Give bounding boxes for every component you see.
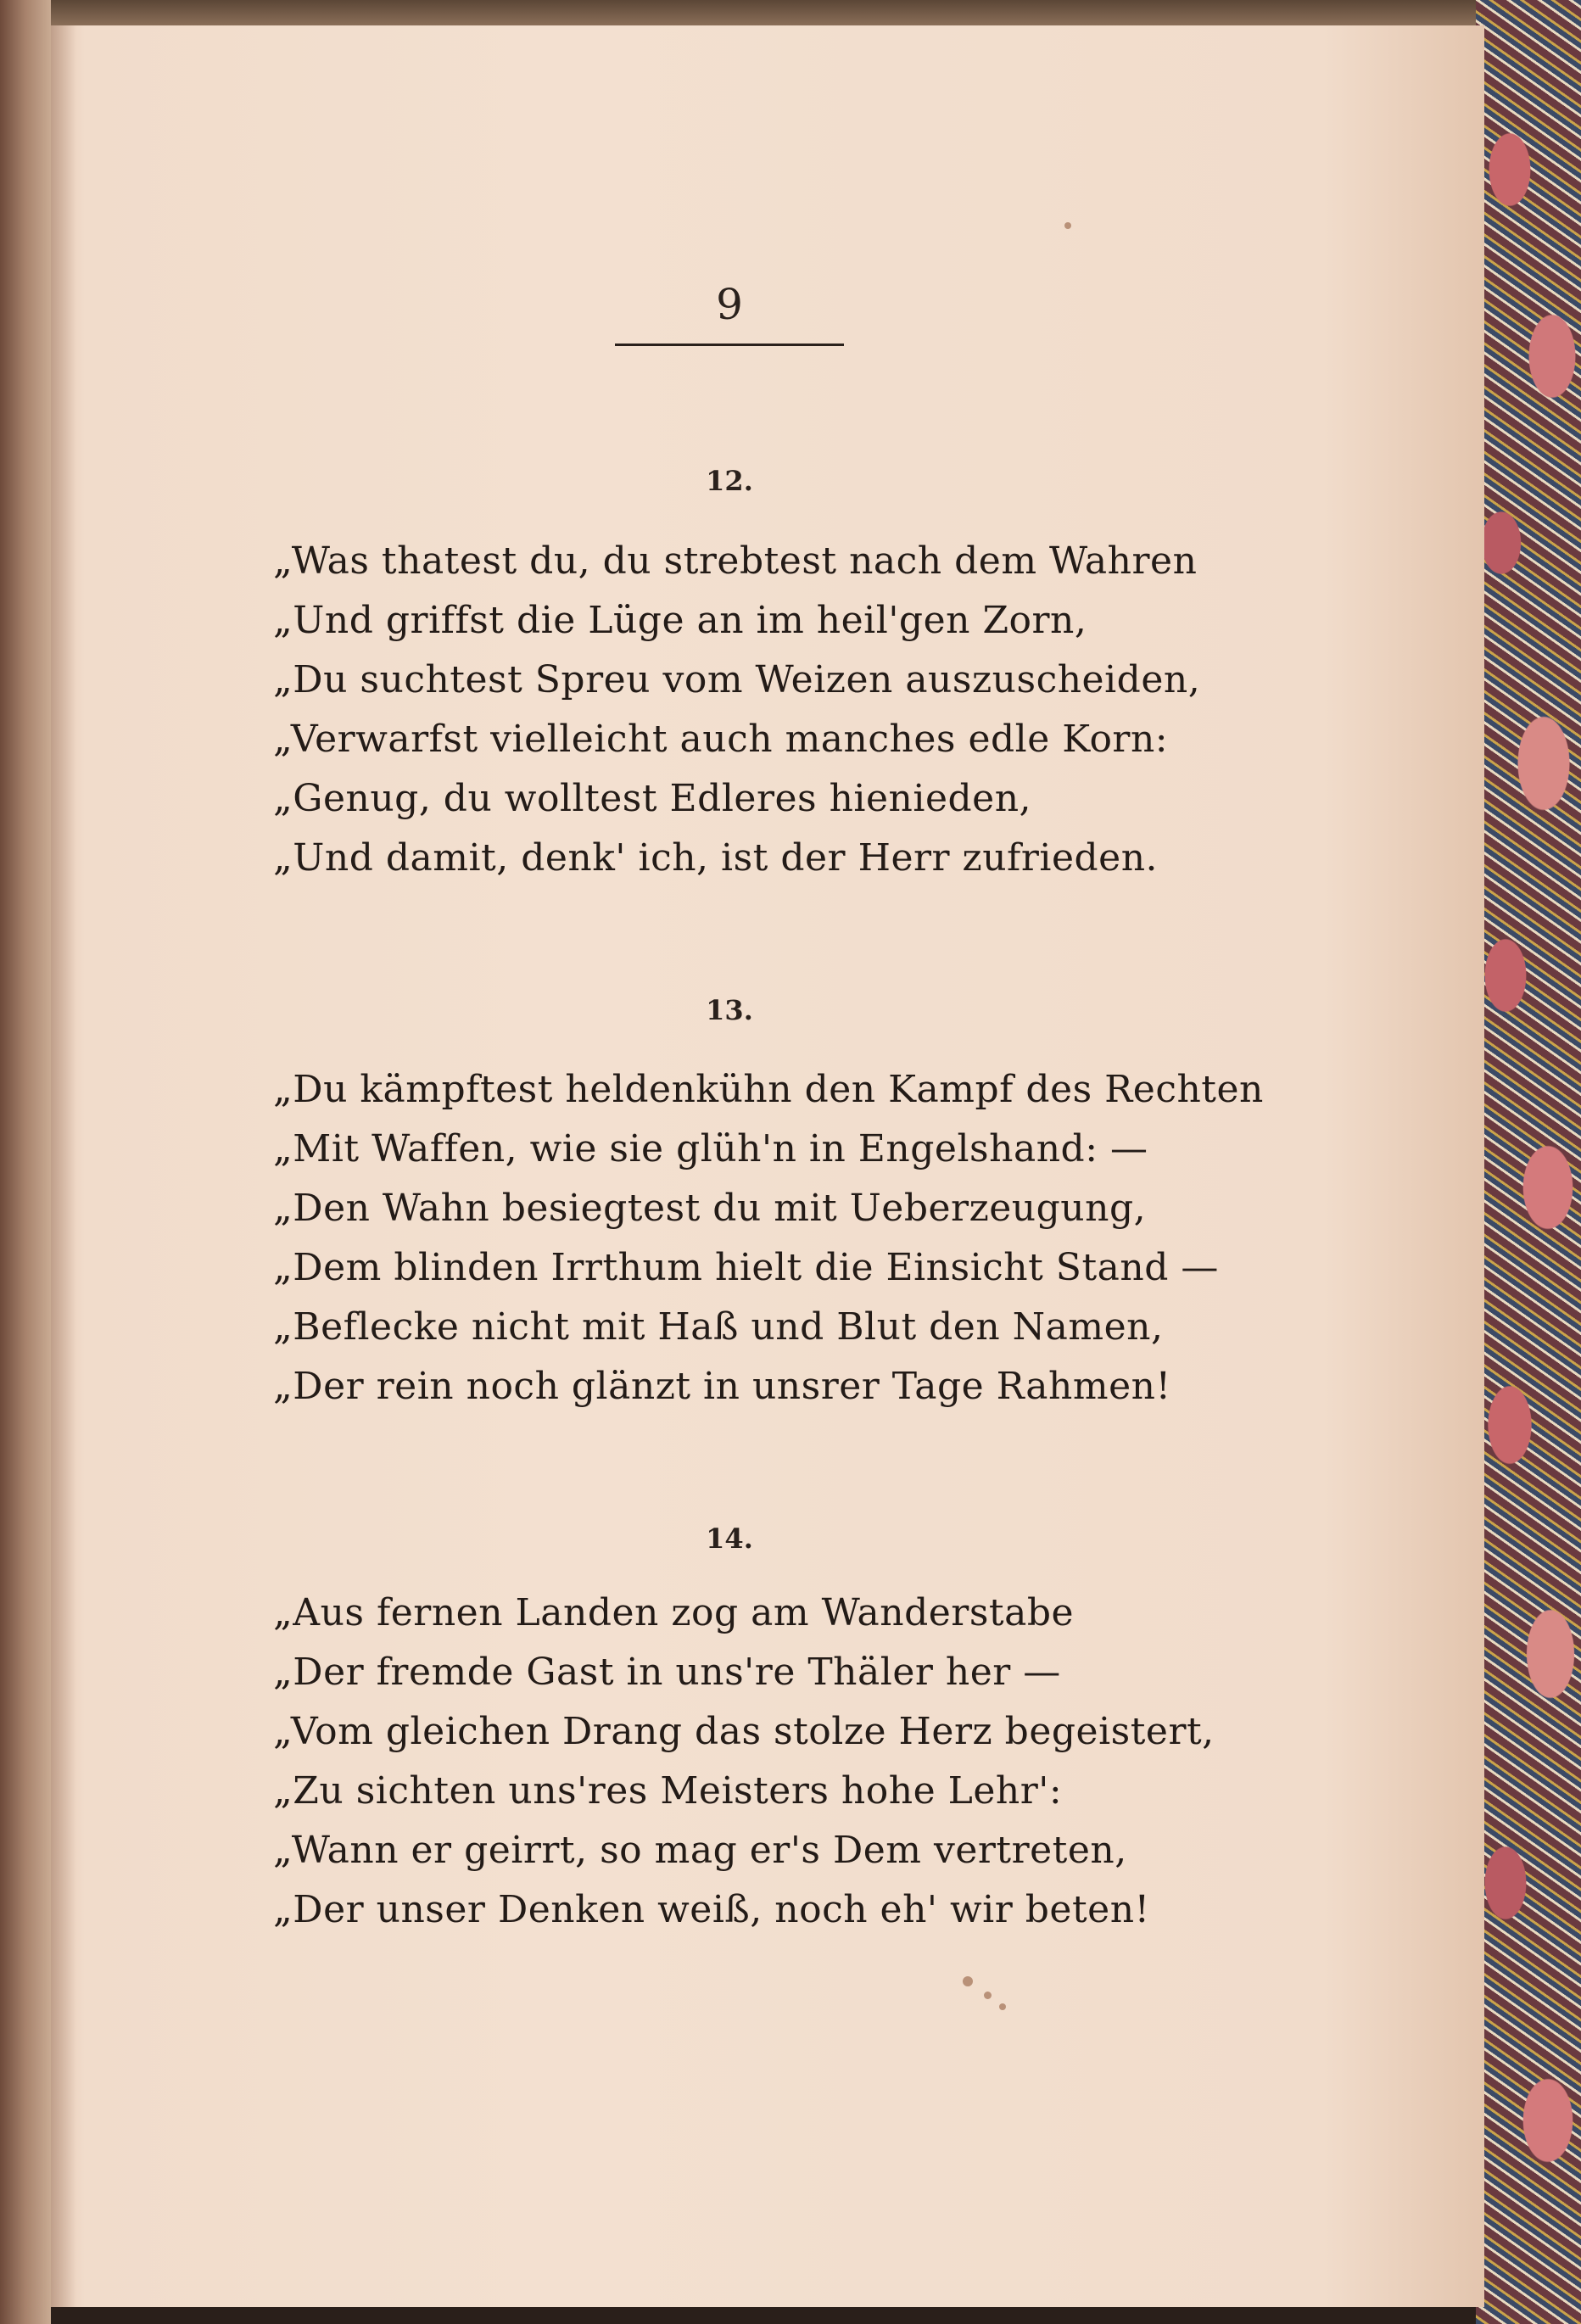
verse-line: „Genug, du wolltest Edleres hienieden,	[273, 777, 1032, 820]
verse-line: „Du suchtest Spreu vom Weizen auszuscheiden,	[273, 658, 1201, 701]
stanza	[273, 532, 1206, 888]
verse-line: „Vom gleichen Drang das stolze Herz begeistert,	[273, 1710, 1215, 1753]
verse-line: „Der rein noch glänzt in unsrer Tage Rahmen!	[273, 1365, 1171, 1408]
stanza-number: 14.	[706, 1522, 753, 1555]
stanza-number: 12.	[706, 465, 753, 497]
verse-line: „Was thatest du, du strebtest nach dem Wahren	[273, 539, 1198, 583]
verse-line: „Du kämpftest heldenkühn den Kampf des Rechten	[273, 1068, 1264, 1111]
verse-line: „Dem blinden Irrthum hielt die Einsicht Stand —	[273, 1246, 1219, 1289]
verse-line: „Den Wahn besiegtest du mit Ueberzeugung,	[273, 1187, 1147, 1230]
stanza	[273, 1584, 1215, 1940]
paper-speck	[984, 1992, 992, 1999]
verse-line: „Verwarfst vielleicht auch manches edle Korn:	[273, 718, 1169, 761]
verse-line: „Der unser Denken weiß, noch eh' wir beten!	[273, 1888, 1150, 1931]
page-number-rule	[615, 344, 844, 346]
stanza	[273, 1060, 1264, 1416]
verse-line: „Beflecke nicht mit Haß und Blut den Namen,	[273, 1305, 1164, 1349]
verse-line: „Wann er geirrt, so mag er's Dem vertreten,	[273, 1829, 1127, 1872]
book-left-edge	[0, 0, 51, 2324]
marbled-cover-edge	[1476, 0, 1581, 2324]
paper-speck	[1064, 222, 1071, 229]
page-number: 9	[716, 280, 743, 329]
verse-line: „Der fremde Gast in uns're Thäler her —	[273, 1651, 1061, 1694]
stanza-number: 13.	[706, 994, 753, 1026]
book-top-edge	[51, 0, 1493, 25]
verse-line: „Aus fernen Landen zog am Wanderstabe	[273, 1591, 1075, 1634]
paper-speck	[999, 2003, 1006, 2010]
verse-line: „Mit Waffen, wie sie glüh'n in Engelshand: —	[273, 1127, 1148, 1170]
verse-line: „Und damit, denk' ich, ist der Herr zufrieden.	[273, 836, 1159, 880]
page-gutter-shadow	[51, 25, 76, 2307]
paper-speck	[963, 1976, 973, 1986]
verse-line: „Zu sichten uns'res Meisters hohe Lehr':	[273, 1769, 1063, 1813]
verse-line: „Und griffst die Lüge an im heil'gen Zorn,	[273, 599, 1087, 642]
